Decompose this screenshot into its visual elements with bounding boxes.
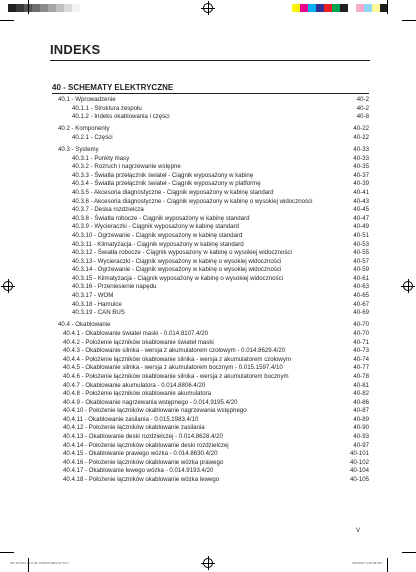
toc-entry-label: 40.4.12 - Położenie łączników okablowanie zasilania [63,424,205,432]
toc-entry-label: 40.3.14 - Ogrzewanie - Ciągnik wyposażony w kabinę o wysokiej widoczności [72,266,282,274]
toc-entry-label: 40.4.13 - Okablowanie deski rozdzielczej - 0.014.8628.4/20 [63,433,223,441]
toc-entry-label: 40.3.17 - WOM [72,292,114,300]
registration-mark-right [403,281,413,291]
toc-entry-page: 40-74 [353,355,369,363]
toc-entry[interactable] [52,330,369,339]
toc-entry[interactable] [52,241,369,250]
toc-entry[interactable] [52,198,369,207]
toc-entry[interactable] [52,249,369,258]
registration-mark-left [3,281,13,291]
toc-entry-label: 40.3.19 - CAN BUS [72,309,125,317]
toc-entry[interactable] [52,390,369,399]
toc-entry-page: 40-65 [353,292,369,300]
toc-entry[interactable] [52,113,369,122]
toc-entry-label: 40.4.18 - Położenie łączników okablowanie wózka lewego [63,476,220,484]
toc-entry-page: 40-61 [353,274,369,282]
toc-entry-label: 40.4.3 - Okablowanie silnika - wersja z akumulatorem czołowym - 0.014.8629.4/20 [63,347,286,355]
toc-entry[interactable] [52,292,369,301]
toc-entry-label: 40.3.3 - Światła przełącznik świateł - Ciągnik wyposażony w kabinę [72,171,254,179]
toc-entry-page: 40-22 [353,125,369,133]
toc-entry-page: 40-102 [350,458,369,466]
toc-entry[interactable] [52,339,369,348]
toc-entry-page: 40-86 [353,398,369,406]
toc-entry[interactable] [52,476,369,485]
section-title: 40 - SCHEMATY ELEKTRYCZNE [52,83,174,92]
toc-entry[interactable] [52,258,369,267]
toc-entry-page: 40-90 [353,424,369,432]
toc-entry[interactable] [52,215,369,224]
toc-entry-label: 40.1.1 - Struktura zespołu [72,104,142,112]
toc-entry-label: 40.3.4 - Światła przełącznik świateł - Ciągnik wyposażony w platformę [72,180,261,188]
toc-entry[interactable] [52,459,369,468]
toc-entry-label: 40.4.5 - Okablowanie silnika - wersja z akumulatorem bocznym - 0.015.1597.4/10 [63,364,283,372]
grayscale-bar [8,4,88,12]
toc-entry-label: 40.4 - Okablowanie [58,321,111,329]
toc-entry-page: 40-2 [356,96,369,103]
toc-entry-page: 40-33 [353,145,369,153]
toc-entry-page: 40-67 [353,300,369,308]
toc-entry-page: 40-70 [353,329,369,337]
toc-entry-label: 40.4.11 - Okablowanie zasilania - 0.015.1983.4/10 [63,415,199,423]
toc-entry-page: 40-59 [353,266,369,274]
toc-entry-page: 40-35 [353,163,369,171]
page-number: V [356,528,361,534]
toc-entry[interactable] [52,283,369,292]
toc-entry[interactable] [52,442,369,451]
toc-entry-label: 40.3.6 - Akcesoria diagnostyczne - Ciągnik wyposażony w kabinę o wysokiej widoczności [72,197,313,205]
print-slug: 307 W-2019 p3 0-00: AGROP-MEG.97 SV V [10,561,70,565]
toc-entry-page: 40-77 [353,364,369,372]
toc-entry-page: 40-73 [353,347,369,355]
page-title: INDEKS [50,42,101,57]
toc-entry-label: 40.4.1 - Okablowanie świateł maski - 0.014.8107.4/20 [63,329,208,337]
crop-mark [402,552,416,553]
toc-entry[interactable] [52,189,369,198]
toc-entry-page: 40-105 [350,476,369,484]
table-of-contents [52,96,369,485]
toc-entry[interactable] [52,450,369,459]
toc-entry-label: 40.3.9 - Wycieraczki - Ciągnik wyposażony w kabinę standard [72,223,239,231]
color-swatch [356,4,364,12]
title-divider [50,60,370,61]
toc-entry-label: 40.4.8 - Położenie łączników okablowanie akumulatora [63,390,212,398]
toc-entry-page: 40-39 [353,180,369,188]
toc-entry-page: 40-22 [353,133,369,141]
color-swatch [316,4,324,12]
toc-entry-label: 40.3.13 - Wycieraczki - Ciągnik wyposażony w kabinę o wysokiej widoczności [72,257,282,265]
toc-entry-label: 40.4.14 - Położenie łączników okablowanie deski rozdzielczej [63,441,229,449]
toc-entry-label: 40.3 - Systemy [58,145,99,153]
toc-entry-page: 40-69 [353,309,369,317]
color-swatch [300,4,308,12]
color-swatch [340,4,348,12]
toc-entry[interactable] [52,232,369,241]
color-swatch [372,4,380,12]
toc-entry[interactable] [52,356,369,365]
toc-entry[interactable] [52,433,369,442]
toc-entry-page: 40-49 [353,223,369,231]
toc-entry-page: 40-2 [356,104,369,112]
toc-entry[interactable] [52,416,369,425]
toc-entry[interactable] [52,424,369,433]
toc-entry-page: 40-45 [353,206,369,214]
toc-entry-label: 40.4.7 - Okablowanie akumulatora - 0.014.8806.4/20 [63,381,206,389]
toc-chapter-entry[interactable] [52,321,369,330]
toc-entry-label: 40.4.10 - Położenie łączników okablowanie nagrzewania wstępnego [63,407,247,415]
toc-entry[interactable] [52,223,369,232]
toc-entry-label: 40.1.2 - Indeks okablowania i części [72,113,170,121]
crop-mark [387,0,388,14]
toc-entry-page: 40-8 [356,113,369,121]
toc-entry[interactable] [52,266,369,275]
color-swatch [348,4,356,12]
toc-entry[interactable] [52,105,369,114]
toc-entry-page: 40-47 [353,214,369,222]
toc-entry[interactable] [52,467,369,476]
toc-entry-label: 40.4.15 - Okablowanie prawego wózka - 0.014.8630.4/20 [63,450,218,458]
toc-entry-page: 40-104 [350,467,369,475]
toc-entry-label: 40.4.16 - Położenie łączników okablowanie wózka prawego [63,458,224,466]
toc-entry[interactable] [52,373,369,382]
toc-entry-label: 40.3.16 - Przeniesienie napędu [72,283,157,291]
toc-entry[interactable] [52,275,369,284]
crop-mark [387,558,388,572]
toc-entry-label: 40.3.1 - Punkty masy [72,154,130,162]
toc-entry[interactable] [52,155,369,164]
toc-entry-page: 40-82 [353,390,369,398]
toc-entry-page: 40-71 [353,338,369,346]
toc-entry-page: 40-63 [353,283,369,291]
section-divider [52,93,369,94]
toc-entry-page: 40-53 [353,240,369,248]
toc-entry-label: 40.4.4 - Położenie łączników okablowanie silnika - wersja z akumulatorem czołowym [63,355,291,363]
registration-mark-bottom [203,558,213,568]
crop-mark [28,0,29,14]
toc-entry-page: 40-87 [353,407,369,415]
print-timestamp: 4/26/2017 4:35:08 PM [352,561,382,565]
color-bar [292,4,388,12]
toc-entry[interactable] [52,180,369,189]
toc-entry-page: 40-81 [353,381,369,389]
color-swatch [332,4,340,12]
toc-entry-page: 40-43 [353,197,369,205]
toc-entry-label: 40.3.18 - Hamulce [72,300,122,308]
toc-entry-page: 40-41 [353,188,369,196]
toc-entry[interactable] [52,407,369,416]
toc-entry-page: 40-33 [353,154,369,162]
toc-entry[interactable] [52,163,369,172]
toc-entry-page: 40-70 [353,321,369,329]
toc-entry-label: 40.3.8 - Światła robocze - Ciągnik wyposażony w kabinę standard [72,214,250,222]
color-swatch [324,4,332,12]
registration-mark-top [203,3,213,13]
toc-entry-page: 40-89 [353,415,369,423]
toc-entry[interactable] [52,399,369,408]
toc-chapter-entry[interactable] [52,146,369,155]
toc-entry-page: 40-93 [353,433,369,441]
toc-entry-label: 40.4.17 - Okablowanie lewego wózka - 0.014.9193.4/20 [63,467,214,475]
toc-entry[interactable] [52,134,369,143]
toc-entry-page: 40-101 [350,450,369,458]
toc-entry-label: 40.3.11 - Klimatyzacja - Ciągnik wyposażony w kabinę standard [72,240,244,248]
toc-entry-label: 40.4.2 - Położenie łączników okablowanie świateł maski [63,338,214,346]
toc-entry-label: 40.2 - Komponenty [58,125,110,133]
color-swatch [292,4,300,12]
toc-chapter-entry[interactable] [52,125,369,134]
crop-mark [0,552,14,553]
toc-entry-page: 40-57 [353,257,369,265]
color-swatch [308,4,316,12]
color-swatch [364,4,372,12]
toc-entry-label: 40.3.5 - Akcesoria diagnostyczne - Ciągnik wyposażony w kabinę standard [72,188,274,196]
toc-entry-page: 40-97 [353,441,369,449]
toc-entry-page: 40-55 [353,249,369,257]
toc-entry-label: 40.1 - Wprowadzenie [58,96,116,103]
crop-mark [402,20,416,21]
toc-entry[interactable] [52,382,369,391]
toc-entry-label: 40.3.10 - Ogrzewanie - Ciągnik wyposażony w kabinę standard [72,231,243,239]
toc-entry-page: 40-78 [353,372,369,380]
toc-entry-label: 40.3.7 - Deska rozdzielcza [72,206,144,214]
toc-entry-label: 40.2.1 - Części [72,133,113,141]
toc-entry[interactable] [52,309,369,318]
toc-entry-label: 40.3.15 - Klimatyzacja - Ciągnik wyposażony w kabinę o wysokiej widoczności [72,274,284,282]
toc-entry[interactable] [52,347,369,356]
toc-entry-label: 40.4.6 - Położenie łączników okablowanie silnika - wersja z akumulatorem bocznym [63,372,289,380]
toc-entry-label: 40.3.2 - Rozruch i nagrzewanie wstępne [72,163,181,171]
toc-entry-label: 40.4.9 - Okablowanie nagrzewania wstępnego - 0.014.9195.4/20 [63,398,238,406]
toc-entry[interactable] [52,206,369,215]
toc-entry-page: 40-37 [353,171,369,179]
toc-entry[interactable] [52,364,369,373]
toc-entry[interactable] [52,301,369,310]
toc-entry-label: 40.3.12 - Światła robocze - Ciągnik wyposażony w kabinę o wysokiej widoczności [72,249,292,257]
toc-entry-page: 40-51 [353,231,369,239]
toc-chapter-entry[interactable] [52,96,369,105]
crop-mark [0,20,14,21]
